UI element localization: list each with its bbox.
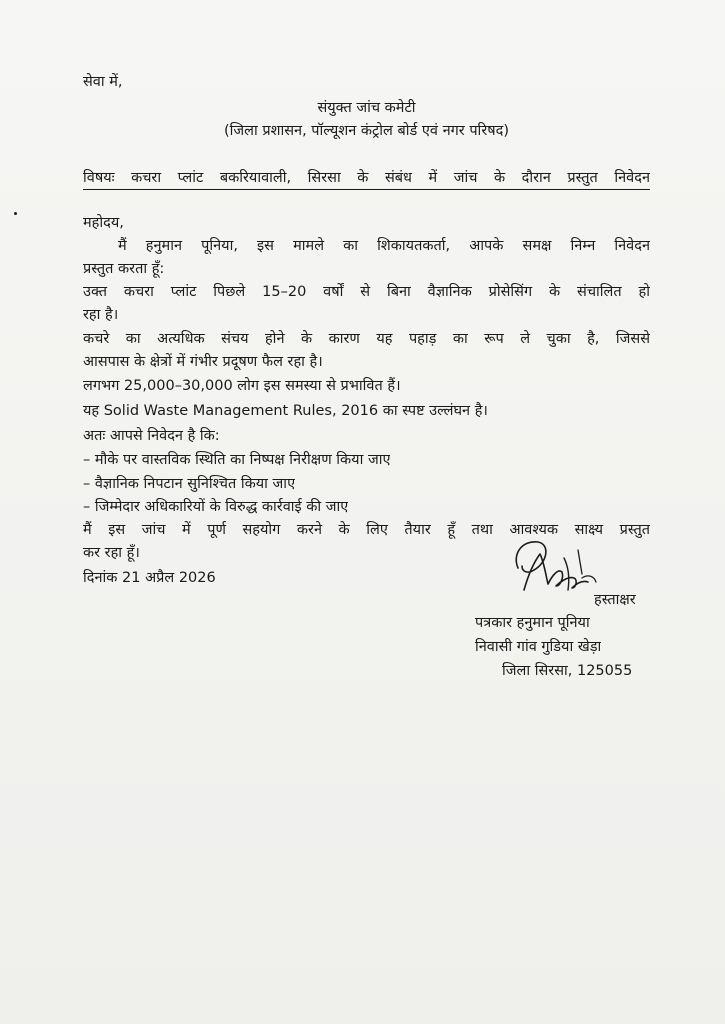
request-intro: अतः आपसे निवेदन है कि: <box>83 428 220 444</box>
recipient-line-2: (जिला प्रशासन, पॉल्यूशन कंट्रोल बोर्ड एवं नगर परिषद) <box>224 123 509 139</box>
greeting: महोदय, <box>83 215 124 231</box>
salutation-to: सेवा में, <box>83 74 123 90</box>
request-item-3: – जिम्मेदार अधिकारियों के विरुद्ध कार्रवाई की जाए <box>83 499 349 515</box>
recipient-line-1: संयुक्त जांच कमेटी <box>317 100 416 116</box>
point-1-line-1: उक्त कचरा प्लांट पिछले 15–20 वर्षों से बिना वैज्ञानिक प्रोसेसिंग के संचालित हो <box>83 284 650 300</box>
request-item-2: – वैज्ञानिक निपटान सुनिश्चित किया जाए <box>83 476 296 492</box>
stray-mark <box>14 212 17 215</box>
closing-line-1: मैं इस जांच में पूर्ण सहयोग करने के लिए तैयार हूँ तथा आवश्यक साक्ष्य प्रस्तुत <box>83 522 650 538</box>
intro-line-2: प्रस्तुत करता हूँ: <box>83 261 165 277</box>
subject-line: विषयः कचरा प्लांट बकरियावाली, सिरसा के संबंध में जांच के दौरान प्रस्तुत निवेदन <box>83 168 650 190</box>
point-1-line-2: रहा है। <box>83 307 119 323</box>
sender-name: पत्रकार हनुमान पूनिया <box>475 615 590 631</box>
point-4: यह Solid Waste Management Rules, 2016 का स्पष्ट उल्लंघन है। <box>83 403 488 419</box>
point-2-line-2: आसपास के क्षेत्रों में गंभीर प्रदूषण फैल रहा है। <box>83 354 323 370</box>
point-3: लगभग 25,000–30,000 लोग इस समस्या से प्रभावित हैं। <box>83 378 401 394</box>
closing-line-2: कर रहा हूँ। <box>83 545 140 561</box>
point-2-line-1: कचरे का अत्यधिक संचय होने के कारण यह पहाड़ का रूप ले चुका है, जिससे <box>83 331 650 347</box>
sender-district: जिला सिरसा, 125055 <box>502 663 633 679</box>
signature-label: हस्ताक्षर <box>594 592 636 608</box>
intro-line-1: मैं हनुमान पूनिया, इस मामले का शिकायतकर्ता, आपके समक्ष निम्न निवेदन <box>118 238 650 254</box>
sender-village: निवासी गांव गुडिया खेड़ा <box>475 639 602 655</box>
letter-date: दिनांक 21 अप्रैल 2026 <box>83 570 216 586</box>
request-item-1: – मौके पर वास्तविक स्थिति का निष्पक्ष निरीक्षण किया जाए <box>83 452 391 468</box>
